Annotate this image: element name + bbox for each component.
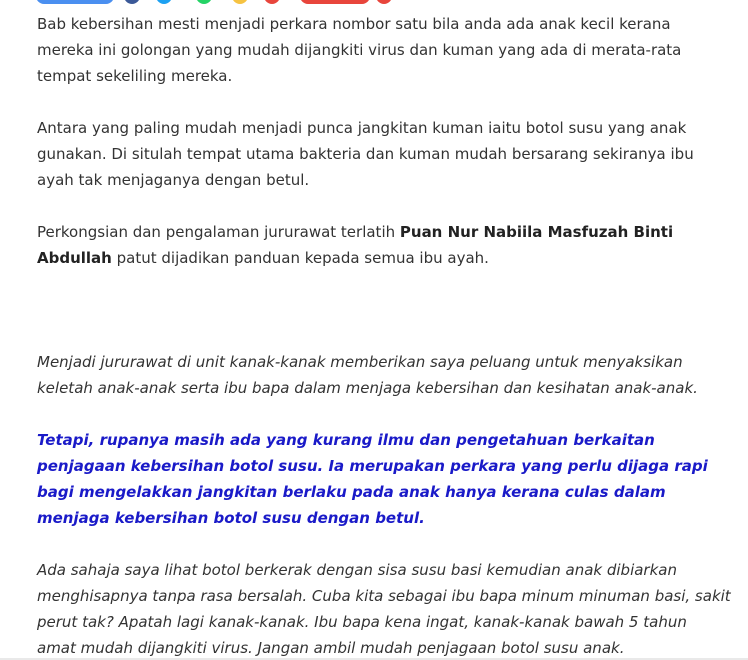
email-share-icon[interactable] (232, 0, 248, 4)
twitter-share-icon[interactable] (156, 0, 172, 4)
plus-share-icon[interactable] (376, 0, 392, 4)
whatsapp-share-icon[interactable] (196, 0, 212, 4)
text-line: tempat sekeliling mereka. (37, 67, 233, 85)
text-line: ayah tak menjaganya dengan betul. (37, 171, 310, 189)
pinterest-share-icon[interactable] (264, 0, 280, 4)
spacer (37, 297, 737, 349)
text-line: gunakan. Di situlah tempat utama bakteria dan kuman mudah bersarang sekiranya ibu (37, 145, 694, 163)
text-run: Perkongsian dan pengalaman jururawat terlatih (37, 223, 400, 241)
paragraph-1 (37, 11, 737, 89)
quote-paragraph-2 (37, 557, 737, 660)
text-line: perut tak? Apatah lagi kanak-kanak. Ibu bapa kena ingat, kanak-kanak bawah 5 tahun (37, 613, 687, 631)
text-line: Menjadi jururawat di unit kanak-kanak memberikan saya peluang untuk menyaksikan (37, 353, 683, 371)
nurse-name-bold: Puan Nur Nabiila Masfuzah Binti (399, 223, 674, 241)
facebook-share-icon[interactable] (124, 0, 140, 4)
text-line: bagi mengelakkan jangkitan berlaku pada anak hanya kerana culas dalam (37, 483, 666, 501)
text-line (37, 245, 737, 271)
quote-paragraph-1 (37, 349, 737, 401)
text-line: amat mudah dijangkiti virus. Jangan ambil mudah penjagaan botol susu anak. (37, 639, 625, 657)
more-share-button[interactable] (300, 0, 370, 4)
text-line: menghisapnya tanpa rasa bersalah. Cuba kita sebagai ibu bapa minum minuman basi, sakit (37, 587, 731, 605)
text-line: menjaga kebersihan botol susu dengan betul. (37, 509, 425, 527)
text-line: Tetapi, rupanya masih ada yang kurang ilmu dan pengetahuan berkaitan (37, 431, 655, 449)
text-line: Antara yang paling mudah menjadi punca jangkitan kuman iaitu botol susu yang anak (37, 119, 687, 137)
paragraph-2 (37, 115, 737, 193)
text-line (37, 219, 737, 245)
text-line: mereka ini golongan yang mudah dijangkiti virus dan kuman yang ada di merata-rata (37, 41, 682, 59)
article-body (37, 11, 737, 660)
paragraph-3 (37, 219, 737, 271)
text-line: Bab kebersihan mesti menjadi perkara nombor satu bila anda ada anak kecil kerana (37, 15, 671, 33)
text-run: patut dijadikan panduan kepada semua ibu ayah. (111, 249, 489, 267)
text-line: penjagaan kebersihan botol susu. Ia merupakan perkara yang perlu dijaga rapi (37, 457, 708, 475)
highlight-paragraph (37, 427, 737, 531)
share-button[interactable] (36, 0, 114, 4)
text-line: keletah anak-anak serta ibu bapa dalam menjaga kebersihan dan kesihatan anak-anak. (37, 379, 698, 397)
nurse-name-bold: Abdullah (37, 249, 112, 267)
social-share-bar (36, 0, 416, 4)
text-line: Ada sahaja saya lihat botol berkerak dengan sisa susu basi kemudian anak dibiarkan (37, 561, 677, 579)
